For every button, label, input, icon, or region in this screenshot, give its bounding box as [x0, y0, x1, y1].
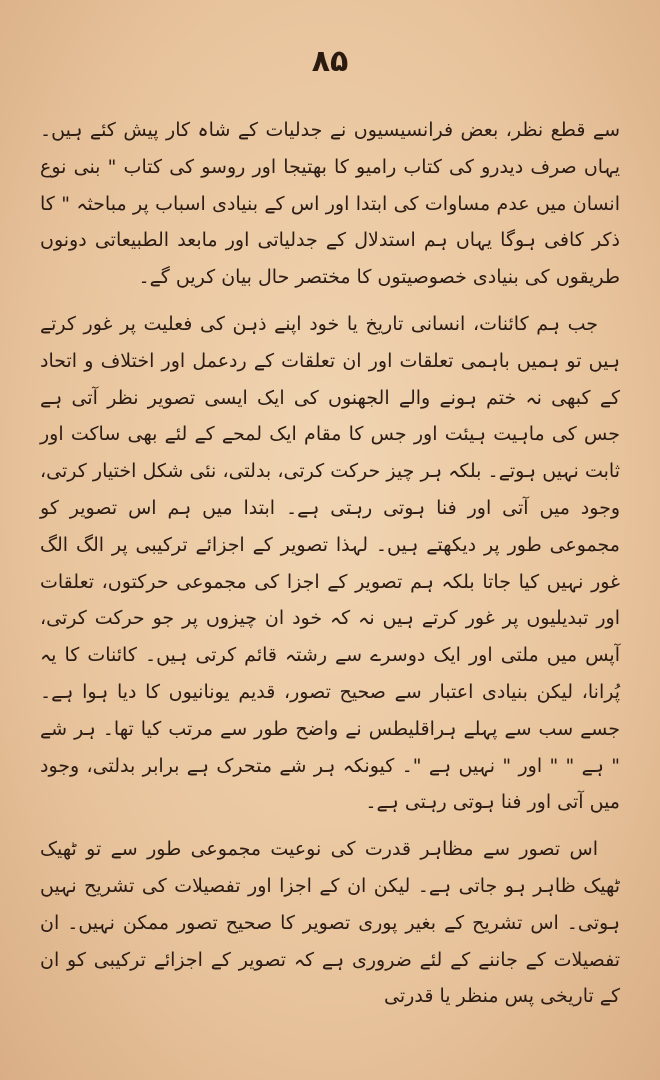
paragraph-3: اس تصور سے مظاہر قدرت کی نوعیت مجموعی طور سے تو ٹھیک ٹھیک ظاہر ہو جاتی ہے۔ لیکن ان کے اجزا اور تفصیلات کی تشریح نہیں ہوتی۔ اس تشریح کے بغیر پوری تصویر کا صحیح تصور ممکن نہیں۔ ان تفصیلات کے جاننے کے لئے ضروری ہے کہ تصویر کے اجزائے ترکیبی کو ان کے تاریخی پس منظر یا قدرتی [40, 838, 620, 1008]
page-number: ۸۵ [311, 44, 349, 79]
body-text [40, 112, 620, 1015]
paragraph-1: سے قطع نظر، بعض فرانسیسیوں نے جدلیات کے شاہ کار پیش کئے ہیں۔ یہاں صرف دیدرو کی کتاب رامیو کا بھتیجا اور روسو کی کتاب " بنی نوع انسان میں عدم مساوات کی ابتدا اور اس کے بنیادی اسباب پر مباحثہ " کا ذکر کافی ہوگا یہاں ہم استدلال کے جدلیاتی اور مابعد الطبیعاتی دونوں طریقوں کی بنیادی خصوصیتوں کا مختصر حال بیان کریں گے۔ [40, 119, 620, 289]
paragraph-2: جب ہم کائنات، انسانی تاریخ یا خود اپنے ذہن کی فعلیت پر غور کرتے ہیں تو ہمیں باہمی تعلقات اور ان تعلقات کے ردعمل اور اختلاف و اتحاد کے کبھی نہ ختم ہونے والے الجھنوں کی ایک ایسی تصویر نظر آتی ہے جس کی ماہیت ہیئت اور جس کا مقام ایک لمحے کے لئے بھی ساکت اور ثابت نہیں ہوتے۔ بلکہ ہر چیز حرکت کرتی، بدلتی، نئی شکل اختیار کرتی، وجود میں آتی اور فنا ہوتی رہتی ہے۔ ابتدا میں ہم اس تصویر کو مجموعی طور پر دیکھتے ہیں۔ لہذا تصویر کے اجزائے ترکیبی پر الگ الگ غور نہیں کیا جاتا بلکہ ہم تصویر کے اجزا کی مجموعی حرکتوں، تعلقات اور تبدیلیوں پر غور کرتے ہیں نہ کہ خود ان چیزوں پر جو حرکت کرتی، آپس میں ملتی اور ایک دوسرے سے رشتہ قائم کرتی ہیں۔ کائنات کا یہ پُرانا، لیکن بنیادی اعتبار سے صحیح تصور، قدیم یونانیوں کا دیا ہوا ہے۔ جسے سب سے پہلے ہراقلیطس نے واضح طور سے مرتب کیا تھا۔ ہر شے " ہے " " اور " نہیں ہے "۔ کیونکہ ہر شے متحرک ہے برابر بدلتی، وجود میں آتی اور فنا ہوتی رہتی ہے۔ [40, 312, 620, 814]
